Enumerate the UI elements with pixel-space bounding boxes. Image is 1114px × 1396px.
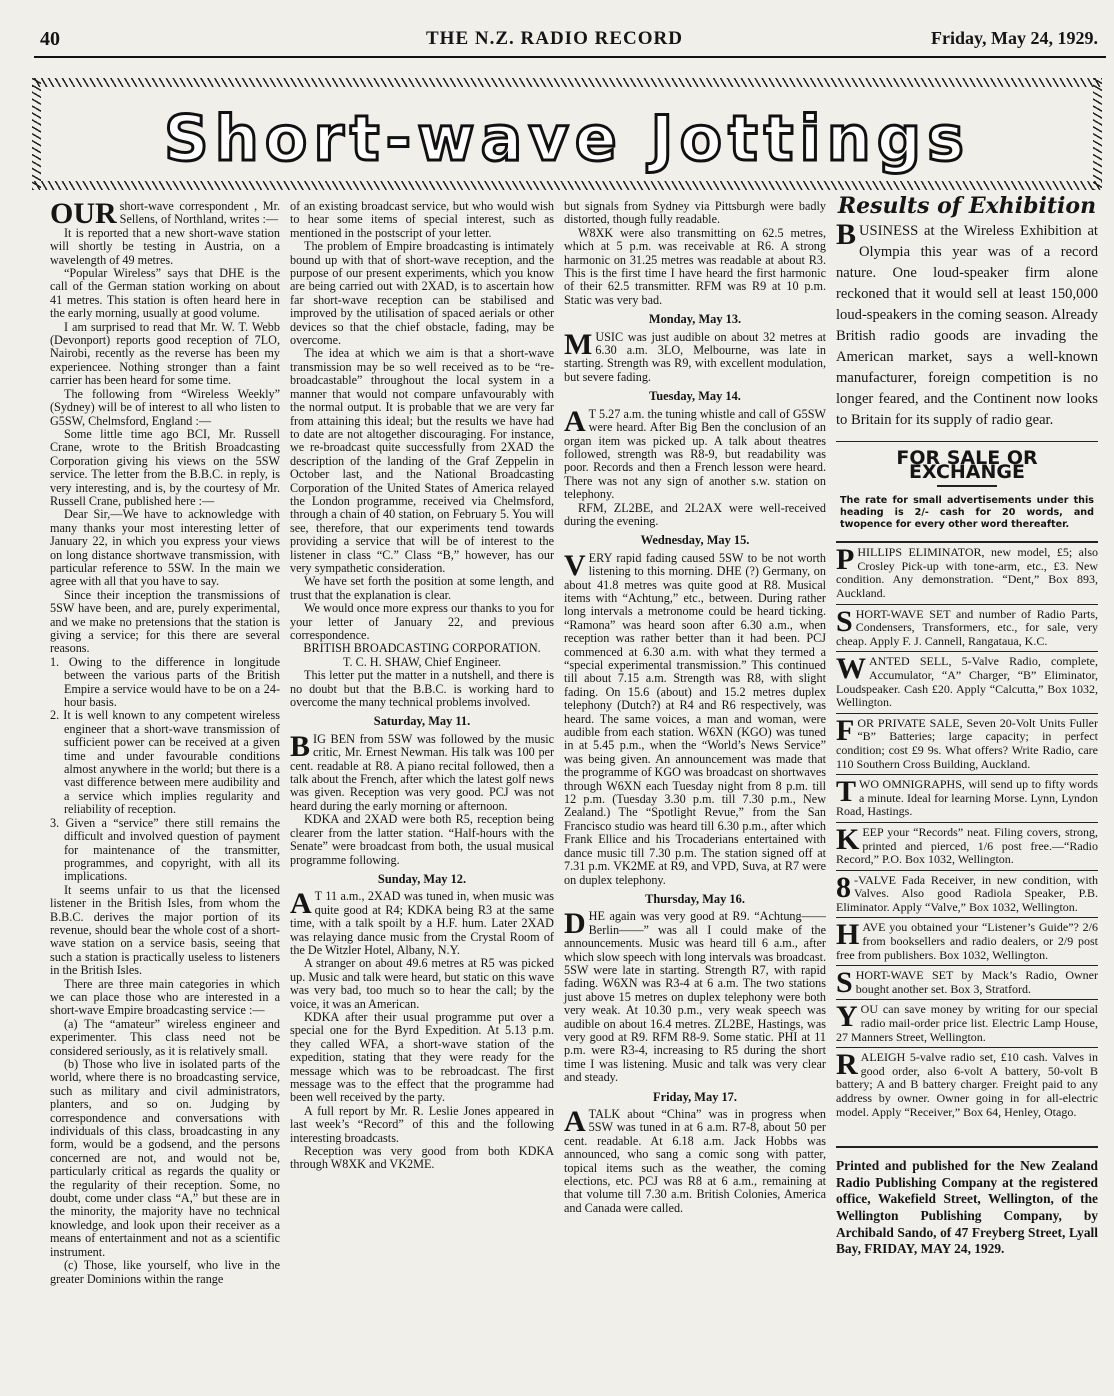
paragraph-text: ERY rapid fading caused 5SW to be not worth listening to this morning. DHE (?) Germany, on about 41.8 metres was quite good at R8. Musical items with “Achtung,” etc., between. During rather long intervals a metronome could be heard ticking. “Ramona” was heard soon after 6.30 a.m., when reception was rather better than it had been. PCJ commenced at 6.30 a.m. with what they termed a “special experimental transmission.” This continued till about 7.15 a.m. Strength was R8, with slight fading. On 15.6 (about) and 15.2 metres duplex telephony (Dutch?) at R4 and R6 respectively, was heard. The same voices, a man and woman, were audible from each station. W6XN (KGO) was tuned in at 5.45 p.m., when the “World’s News Service” was being given. An announcement was made that the programme of KGO was broadcast on shortwaves through W6XN each Tuesday night from 8 p.m. till 12 p.m. (Tuesday 3.30 p.m. till 7.30 p.m., New Zealand.) The “Spotlight Revue,” from the San Francisco studio was heard till 6.30 p.m., after which Frank Ellice and his Trocaderians entertained with dance music till 7.30 p.m. The station signed off at 7.31 p.m. VK2ME at R9, and VPD, Suva, at R7 were on duplex telephony.	[564, 550, 826, 887]
title-banner	[32, 78, 1102, 190]
list-item: 1. Owing to the difference in longitude between the various parts of the British Empire a service would have to be on a 24-hour basis.	[50, 654, 280, 710]
results-paragraph	[836, 218, 1098, 431]
article-paragraph: There are three main categories in which we can place those who are interested in a short-wave Empire broadcasting service :—	[50, 976, 280, 1018]
banner-border-top	[32, 78, 1102, 87]
article-paragraph	[564, 548, 826, 887]
rate-notice: The rate for small advertisements under this heading is 2/- cash for 20 words, and twopence for every other word thereafter.	[840, 495, 1094, 531]
masthead: THE N.Z. RADIO RECORD	[426, 28, 683, 49]
short-rule	[937, 485, 997, 487]
drop-cap: F	[836, 713, 855, 747]
results-title: Results of Exhibition	[837, 193, 1097, 219]
article-paragraph: (b) Those who live in isolated parts of the world, where there is no broadcasting service, such as military and civil administrators, planters, and so on. Judging by correspondence and conversations with individuals of this class, broadcasting in any form, would be a godsend, and the persons concerned are not, and would not be, particularly critical as regards the quality or the regularity of their reception. Some, no doubt, come under class “A,” but these are in the minority, the majority have no technical knowledge, and look upon their receiver as a means of entertainment and not as a scientific instrument.	[50, 1057, 280, 1259]
list-item: 3. Given a “service” there still remains the difficult and involved question of payment for maintenance of the transmitter, programmes, and copyright, with all its implications.	[50, 815, 280, 884]
drop-cap: K	[836, 822, 860, 856]
day-heading-saturday: Saturday, May 11.	[373, 714, 471, 729]
ad-text: ALEIGH 5-valve radio set, £10 cash. Valves in good order, also 6-volt A battery, 50-volt B battery; A and B battery charger. Freight paid to any address by owner. Owner going in for all-electric model. Apply “Receiver,” Box 64, Henley, Otago.	[836, 1050, 1098, 1119]
article-paragraph	[564, 327, 826, 385]
article-paragraph: We have set forth the position at some length, and trust that the explanation is clear.	[290, 574, 554, 602]
ad-text: OR PRIVATE SALE, Seven 20-Volt Units Fuller “B” Batteries; large capacity; in perfect condition; cost £9 9s. What offers? Write Radio, care 110 Southern Cross Building, Auckland.	[836, 715, 1098, 771]
paragraph-text: T 11 a.m., 2XAD was tuned in, when music was quite good at R4; KDKA being R3 at the same time, with a talk spoilt by a H.F. hum. Later 2XAD was relaying dance music from the Crystal Room of the De Witzler Hotel, Albany, N.Y.	[290, 889, 554, 957]
header-rule	[34, 56, 1106, 58]
article-paragraph: It seems unfair to us that the licensed listener in the British Isles, from whom the B.B.C. derives the major portion of its revenue, should bear the whole cost of a short-wave station on a service basis, seeing that such a station is practically useless to listeners in the British Isles.	[50, 882, 280, 978]
ad-text: HORT-WAVE SET by Mack’s Radio, Owner bought another set. Box 3, Stratford.	[855, 968, 1098, 996]
paragraph-text: IG BEN from 5SW was followed by the music critic, Mr. Ernest Newman. His talk was 100 per cent. readable at R8. A piano recital followed, then a talk about the French, after which the latest golf news was given. Reception was very good. PCJ was not heard during the early morning or afternoon.	[290, 731, 554, 813]
article-paragraph: KDKA after their usual programme put over a special one for the Byrd Expedition. At 5.13 p.m. they called WFA, a short-wave station of the expedition, stating that they were ready for the message which was to be rebroadcast. The first message was to the effect that the programme had been well received by the party.	[290, 1009, 554, 1105]
day-heading-thursday: Thursday, May 16.	[645, 891, 745, 906]
article-paragraph: Since their inception the transmissions of 5SW have been, and are, purely experimental, and we make no pretensions that the station is giving a service; for this there are several reasons.	[50, 587, 280, 656]
classified-ad	[836, 917, 1098, 965]
paragraph-text: USINESS at the Wireless Exhibition at Olympia this year was of a record nature. One loud-speaker firm alone reckoned that it would sell at least 150,000 loud-speakers in the coming season. Already British radio goods are invading the American market, says a well-known manufacturer, foreign competition is no longer feared, and the Continent now looks to Britain for its supply of radio gear.	[836, 223, 1098, 429]
day-heading-wednesday: Wednesday, May 15.	[640, 533, 750, 548]
signature-name: T. C. H. SHAW, Chief Engineer.	[342, 654, 502, 669]
paragraph-text: HE again was very good at R9. “Achtung——Berlin——” was all I could make of the announcements. Music was heard till 6 a.m., after which slow speech with long intervals was broadcast. 5SW were late in starting. Strength R7, with rapid fading. W6XN was R3-4 at 6 a.m. The two stations just above 15 metres on duplex telephony were both very weak. At 10.30 p.m., very weak speech was audible on about 16.4 metres. ZL2BE, Hastings, was very good at R9. RFM R8-9. Some static. PHI at 11 p.m. were R3-4, increasing to R5 during the short time I was listening. Music and talk was very clear and steady.	[564, 909, 826, 1085]
day-heading-friday: Friday, May 17.	[653, 1089, 737, 1104]
day-heading-monday: Monday, May 13.	[648, 312, 742, 327]
article-paragraph: A full report by Mr. R. Leslie Jones appeared in last week’s “Record” of this and the following interesting broadcasts.	[290, 1103, 554, 1145]
article-paragraph: The following from “Wireless Weekly” (Sydney) will be of interest to all who listen to G5SW, Chelmsford, England :—	[50, 386, 280, 428]
article-paragraph: KDKA and 2XAD were both R5, reception being clearer from the latter station. “Half-hours with the Senate” were broadcast from both, the usual musical programme following.	[290, 812, 554, 867]
classified-ad	[836, 541, 1098, 603]
ad-text: -VALVE Fada Receiver, in new condition, with Valves. Also good Radiola Speaker, P.B. Eliminator. Apply “Valve,” Box 1032, Wellington.	[836, 872, 1098, 914]
article-paragraph: We would once more express our thanks to you for your letter of January 22, and previous correspondence.	[290, 601, 554, 642]
article-paragraph: (c) Those, like yourself, who live in the greater Dominions within the range	[50, 1258, 280, 1286]
article-paragraph	[564, 1105, 826, 1215]
classified-ad	[836, 604, 1098, 652]
article-paragraph: of an existing broadcast service, but who would wish to hear some items of special interest, such as mentioned in the postscript of your letter.	[290, 199, 554, 240]
drop-cap: 8	[836, 870, 851, 904]
classifieds-title: FOR SALE OR EXCHANGE	[896, 447, 1038, 483]
classified-ad	[836, 713, 1098, 774]
drop-cap: S	[836, 604, 853, 638]
classified-ad	[836, 822, 1098, 870]
classified-ad	[836, 999, 1098, 1047]
classified-ad	[836, 965, 1098, 999]
drop-cap: R	[836, 1048, 858, 1082]
classified-ad	[836, 651, 1098, 712]
drop-cap: M	[564, 327, 593, 361]
ad-text: OU can save money by writing for our special radio mail-order price list. Electric Lamp House, 27 Manners Street, Wellington.	[836, 1002, 1098, 1044]
day-heading-tuesday: Tuesday, May 14.	[649, 389, 741, 404]
issue-date: Friday, May 24, 1929.	[931, 28, 1098, 48]
classified-ad	[836, 1047, 1098, 1122]
ad-text: WO OMNIGRAPHS, will send up to fifty words a minute. Ideal for learning Morse. Lynn, Lyndon Road, Hastings.	[836, 777, 1098, 819]
ad-text: EEP your “Records” neat. Filing covers, strong, printed and pierced, 1/6 post free.—“Radio Record,” P.O. Box 1032, Wellington.	[836, 824, 1098, 867]
ad-text: ANTED SELL, 5-Valve Radio, complete, Accumulator, “A” Charger, “B” Eliminator, Loudspeaker. Cash £20. Apply “Calcutta,” Box 1032, Wellington.	[836, 654, 1098, 710]
article-paragraph: Reception was very good from both KDKA through W8XK and VK2ME.	[290, 1144, 554, 1172]
column-3	[564, 200, 826, 1215]
article-paragraph	[290, 729, 554, 813]
day-heading-sunday: Sunday, May 12.	[377, 871, 467, 886]
drop-cap: W	[836, 652, 866, 686]
drop-cap: H	[836, 918, 860, 952]
drop-cap: B	[290, 729, 311, 763]
drop-cap: P	[836, 543, 855, 577]
ad-text: AVE you obtained your “Listener’s Guide”? 2/6 from booksellers and radio dealers, or 2/9 post free from publishers. Box 1032, Wellington.	[836, 920, 1098, 962]
article-paragraph: The problem of Empire broadcasting is intimately bound up with that of short-wave reception, and the purpose of our present experiments, which you know are being carried out with 2XAD, is to ascertain how far short-wave reception can be stabilised and improved by the utilisation of spaced aerials or other devices so that the chief obstacle, fading, may be overcome.	[290, 239, 554, 348]
article-paragraph: It is reported that a new short-wave station will shortly be testing in Austria, on a wavelength of 49 metres.	[50, 225, 280, 267]
article-paragraph	[564, 404, 826, 502]
page-header	[34, 26, 1100, 52]
article-paragraph: I am surprised to read that Mr. W. T. Webb (Devonport) reports good reception of 7LO, Nairobi, recently as the reverse has been my experiencee. Nothing stronger than a faint carrier has been heard for some time.	[50, 319, 280, 388]
drop-cap: S	[836, 966, 853, 1000]
column-4	[836, 193, 1098, 1258]
drop-cap: A	[564, 404, 586, 438]
article-paragraph: Some little time ago BCI, Mr. Russell Crane, wrote to the British Broadcasting Corporation giving his views on the 5SW service. The letter from the B.B.C. in reply, is very interesting, and is, by the courtesy of Mr. Russell Crane, published here :—	[50, 426, 280, 508]
paragraph-text: short-wave correspondent , Mr. Sellens, of Northland, writes :—	[119, 199, 280, 227]
article-paragraph: (a) The “amateur” wireless engineer and experimenter. This class need not be considered seriously, as it is relatively small.	[50, 1016, 280, 1058]
article-paragraph: This letter put the matter in a nutshell, and there is no doubt but that the B.B.C. is working hard to overcome the many technical problems involved.	[290, 668, 554, 710]
classified-ads	[836, 541, 1098, 1122]
article-paragraph	[564, 907, 826, 1085]
article-paragraph	[50, 197, 280, 230]
classified-ad	[836, 870, 1098, 918]
column-1	[50, 197, 280, 1286]
page-number: 40	[40, 28, 60, 50]
article-paragraph: The idea at which we aim is that a short-wave transmission may be so well received as to be “re-broadcastable” throughout the local system in a manner that would not compare unfavourably with the normal output. It is probable that we are very far from attaining this ideal; but the results we have had to date are not altogether discouraging. For instance, we re-broadcast quite successfully from 2XAD the description of the landing of the Graf Zeppelin in October last, and the National Broadcasting Corporation of the United States of America relayed the London programme, received via Chelmsford, through a chain of 40 station, on February 5. You will see, therefore, that our experiments tend towards providing a service that will be of interest to the listener in class “C.” Class “B,” however, has our very sympathetic consideration.	[290, 346, 554, 575]
list-item: 2. It is well known to any competent wireless engineer that a short-wave transmission of sufficient power can be received at a given time and under favourable conditions almost anywhere in the world; but there is a vast difference between mere audibility and a service which implies regularity and reliability of reception.	[50, 708, 280, 817]
drop-cap: V	[564, 548, 586, 582]
paragraph-text: T 5.27 a.m. the tuning whistle and call of G5SW were heard. After Big Ben the conclusion of an organ item was picked up. A talk about theatres followed, strength was R8-9, but readability was poor. Records and then a French lesson were heard. There was not any sign of another s.w. station on telephony.	[564, 406, 826, 502]
article-paragraph: W8XK were also transmitting on 62.5 metres, which at 5 p.m. was receivable at R6. A strong harmonic on 31.25 metres was readable at about R3. This is the first time I have heard the first harmonic of their 62.5 transmitter. RFM was R9 at 10 p.m. Static was very bad.	[564, 225, 826, 307]
drop-cap: Y	[836, 1000, 858, 1034]
drop-cap: B	[836, 218, 857, 252]
article-paragraph: but signals from Sydney via Pittsburgh were badly distorted, though fully readable.	[564, 199, 826, 227]
ad-text: HILLIPS ELIMINATOR, new model, £5; also Crosley Pick-up with tone-arm, etc., £3. New condition. Any demonstration. “Dent,” Box 893, Auckland.	[836, 545, 1098, 600]
drop-cap: A	[290, 887, 312, 921]
column-2	[290, 200, 554, 1172]
imprint: Printed and published for the New Zealand Radio Publishing Company at the registered office, Wakefield Street, Wellington, of the Wellington Publishing Company, by Archibald Sando, of 47 Freyberg Street, Lyall Bay, FRIDAY, MAY 24, 1929.	[836, 1146, 1098, 1258]
drop-cap: D	[564, 907, 586, 941]
classified-ad	[836, 774, 1098, 822]
article-paragraph	[290, 887, 554, 957]
paragraph-text: TALK about “China” was in progress when 5SW was tuned in at 6 a.m. R7-8, about 50 per cent. readable. At 6.18 a.m. Jack Hobbs was announced, who sang a comic song with patter, topical items such as the weather, the coming elections, etc. PCJ was R8 at 6 a.m., remaining at that volume till 7.30 a.m. British Colonies, America and Canada were called.	[564, 1107, 826, 1215]
drop-cap: T	[836, 775, 857, 809]
paragraph-text: USIC was just audible on about 32 metres at 6.30 a.m. 3LO, Melbourne, was late in starting. Strength was R9, with excellent modulation, but severe fading.	[564, 329, 826, 384]
article-paragraph: “Popular Wireless” says that DHE is the call of the German station working on about 41 metres. This station is often heard here in the early morning, usually at good volume.	[50, 266, 280, 321]
banner-title: Short-wave Jottings	[163, 102, 971, 175]
signature-org: BRITISH BROADCASTING CORPORATION.	[303, 641, 541, 656]
article-paragraph: A stranger on about 49.6 metres at R5 was picked up. Music and talk were heard, but static on this wave was very bad, too much so to hear the call; by the voice, it was an American.	[290, 956, 554, 1011]
section-rule	[836, 441, 1098, 442]
article-paragraph: RFM, ZL2BE, and 2L2AX were well-received during the evening.	[564, 500, 826, 528]
banner-border-bottom	[32, 181, 1102, 190]
article-paragraph: Dear Sir,—We have to acknowledge with many thanks your most interesting letter of January 22, in which you express your views on long distance shortwave transmission, with particular reference to 5SW. In the main we agree with all that you have to say.	[50, 507, 280, 589]
drop-cap: OUR	[50, 197, 117, 230]
ad-text: HORT-WAVE SET and number of Radio Parts, Condensers, Transformers, etc., for sale, very cheap. Apply F. J. Cannell, Rangataua, K.C.	[836, 606, 1098, 648]
drop-cap: A	[564, 1105, 586, 1138]
